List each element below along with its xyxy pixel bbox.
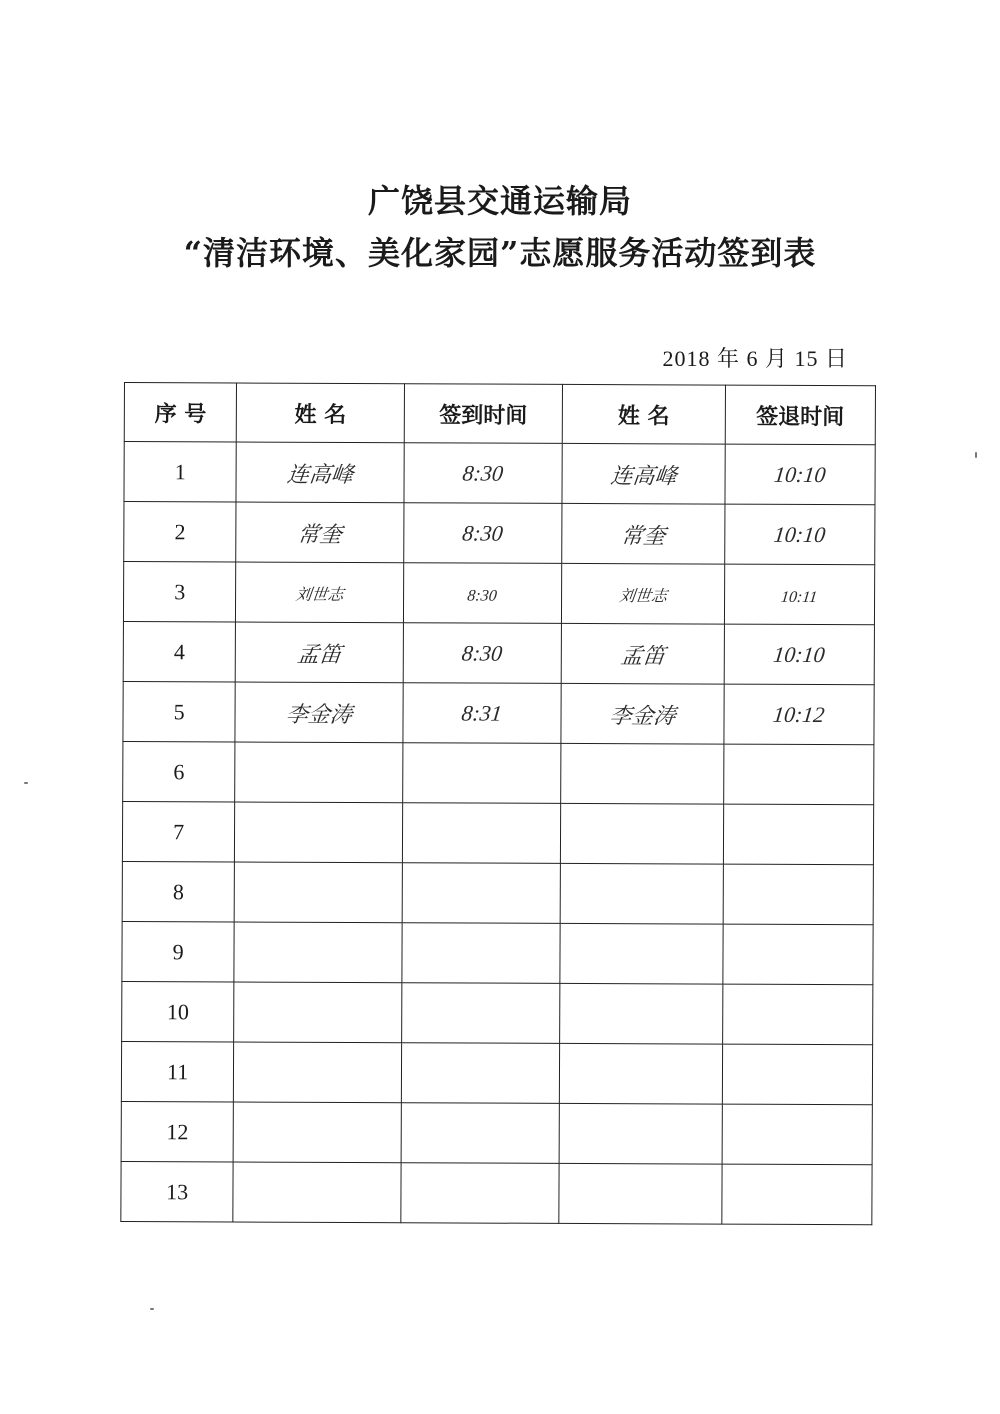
sign-in-time: 8:30 xyxy=(461,519,505,546)
sign-in-time-cell xyxy=(398,983,563,1044)
row-number-cell: 12 xyxy=(121,1101,234,1161)
signature-name-in-cell xyxy=(232,622,406,683)
sign-in-time-cell xyxy=(397,1163,562,1224)
sign-out-time-cell xyxy=(720,804,877,865)
signature-name-out: 连高峰 xyxy=(608,462,678,488)
sign-out-time-cell xyxy=(719,1044,876,1105)
document-subtitle: “清洁环境、美化家园”志愿服务活动签到表 xyxy=(183,234,817,272)
table-body xyxy=(121,442,875,1225)
signature-name-in-cell xyxy=(233,562,407,623)
sign-in-time-cell xyxy=(398,1043,563,1104)
signature-name-in-cell xyxy=(231,1042,405,1103)
row-number-cell: 9 xyxy=(122,921,235,981)
signature-name-out-cell xyxy=(558,743,727,804)
sign-out-time-cell xyxy=(720,684,877,745)
signature-name-out-cell xyxy=(557,923,726,984)
row-number-cell: 6 xyxy=(123,741,236,801)
signature-name-out-cell xyxy=(558,623,727,684)
row-number-cell: 2 xyxy=(124,502,237,562)
header-number: 序 号 xyxy=(124,383,237,442)
sign-out-time-cell xyxy=(720,864,877,925)
signature-name-in-cell xyxy=(231,982,405,1043)
row-number-cell: 11 xyxy=(121,1041,234,1101)
table-row xyxy=(121,1041,872,1104)
signature-name-in-cell xyxy=(232,742,406,803)
table-row xyxy=(122,921,873,984)
table-row xyxy=(123,562,874,625)
sign-in-table xyxy=(120,382,876,1225)
signature-name-out-cell xyxy=(557,803,726,864)
signature-name-out-cell xyxy=(556,1163,725,1224)
row-number-cell: 3 xyxy=(123,562,236,622)
signature-name-in-cell xyxy=(230,1102,404,1163)
table-row xyxy=(122,861,873,924)
sign-out-time-cell xyxy=(721,564,878,625)
document-title: 广饶县交通运输局 xyxy=(367,182,632,220)
signature-name-in-cell xyxy=(233,502,407,563)
row-number-cell: 10 xyxy=(122,981,235,1041)
sign-out-time-cell xyxy=(721,444,878,505)
signature-name-in: 常奎 xyxy=(296,520,344,546)
sign-out-time: 10:12 xyxy=(771,701,826,727)
signature-name-in: 连高峰 xyxy=(285,460,355,486)
signature-name-out-cell xyxy=(558,683,727,744)
signature-name-out: 常奎 xyxy=(619,522,667,548)
sign-in-time-cell xyxy=(399,863,564,924)
scan-speck xyxy=(24,782,28,784)
signature-name-in-cell xyxy=(230,1162,404,1223)
row-number-cell: 8 xyxy=(122,861,235,921)
signature-name-out: 刘世志 xyxy=(617,587,668,605)
signature-name-in-cell xyxy=(232,802,406,863)
row-number-cell: 5 xyxy=(123,681,236,741)
sign-out-time: 10:11 xyxy=(780,588,819,606)
sign-in-time: 8:31 xyxy=(460,699,504,726)
table-row xyxy=(122,801,873,864)
table-row xyxy=(123,681,874,744)
signature-name-out-cell xyxy=(556,1103,725,1164)
sign-out-time: 10:10 xyxy=(772,461,827,487)
sign-out-time-cell xyxy=(721,624,878,685)
header-sign-in-time: 签到时间 xyxy=(404,384,563,444)
signature-name-in-cell xyxy=(233,442,407,503)
signature-name-out-cell xyxy=(559,443,728,504)
signature-name-out-cell xyxy=(557,863,726,924)
signature-name-out-cell xyxy=(558,563,727,624)
sign-in-time: 8:30 xyxy=(460,639,504,666)
sign-in-time-cell xyxy=(400,563,565,624)
sign-in-time-cell xyxy=(398,1103,563,1164)
signature-name-out-cell xyxy=(557,983,726,1044)
row-number-cell: 1 xyxy=(124,442,237,502)
sign-in-time-cell xyxy=(399,743,564,804)
sign-in-time: 8:30 xyxy=(461,459,505,486)
sign-out-time: 10:10 xyxy=(772,521,827,547)
table-row xyxy=(122,981,873,1044)
signature-name-out-cell xyxy=(556,1043,725,1104)
signature-name-in: 孟笛 xyxy=(295,640,343,666)
sign-out-time-cell xyxy=(720,744,877,805)
header-name-in: 姓 名 xyxy=(237,383,405,443)
signature-name-in-cell xyxy=(231,922,405,983)
sign-in-time-cell xyxy=(399,803,564,864)
header-sign-out-time: 签退时间 xyxy=(725,385,876,445)
sign-in-time-cell xyxy=(400,503,565,564)
scan-speck xyxy=(975,452,977,458)
row-number-cell: 7 xyxy=(122,801,235,861)
signature-name-in-cell xyxy=(231,862,405,923)
row-number-cell: 13 xyxy=(121,1161,234,1221)
sign-out-time-cell xyxy=(718,1164,875,1225)
header-name-out: 姓 名 xyxy=(562,384,725,444)
table-row xyxy=(121,1161,872,1224)
table-row xyxy=(123,621,874,684)
sign-out-time-cell xyxy=(721,504,878,565)
sign-in-time-cell xyxy=(400,623,565,684)
row-number-cell: 4 xyxy=(123,621,236,681)
signature-name-out: 李金涛 xyxy=(607,702,677,728)
document-date: 2018 年 6 月 15 日 xyxy=(662,346,848,371)
table-row xyxy=(124,502,875,565)
table-row xyxy=(124,442,875,505)
scan-speck xyxy=(150,1308,154,1310)
sign-in-time-cell xyxy=(398,923,563,984)
signature-name-out-cell xyxy=(559,503,728,564)
sign-in-time-cell xyxy=(401,443,566,504)
sign-out-time-cell xyxy=(719,1104,876,1165)
sign-out-time: 10:10 xyxy=(772,641,827,667)
signature-name-in-cell xyxy=(232,682,406,743)
table-row xyxy=(123,741,874,804)
sign-out-time-cell xyxy=(719,924,876,985)
sign-in-time: 8:30 xyxy=(466,587,498,605)
sign-in-time-cell xyxy=(400,683,565,744)
table-row xyxy=(121,1101,872,1164)
table-header-row xyxy=(124,383,875,445)
sign-out-time-cell xyxy=(719,984,876,1045)
signature-name-out: 孟笛 xyxy=(619,642,666,668)
signature-name-in: 刘世志 xyxy=(294,586,345,604)
signature-name-in: 李金涛 xyxy=(284,700,354,726)
